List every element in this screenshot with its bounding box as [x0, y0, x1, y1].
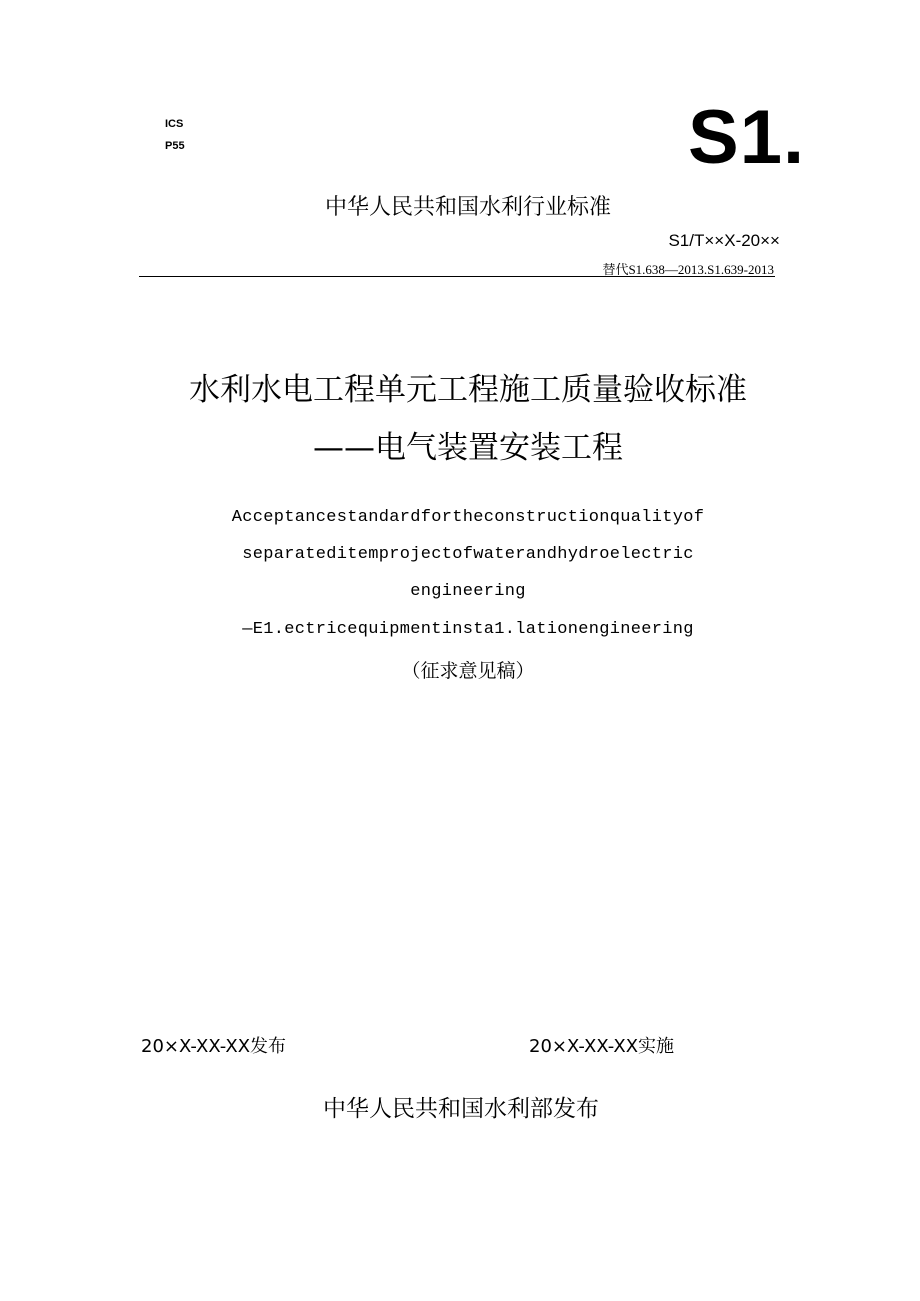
classification-code: P55 [165, 140, 185, 152]
standard-logo: S1. [688, 95, 806, 180]
english-title-line-4: —E1.ectricequipmentinsta1.lationengineering [242, 620, 694, 639]
english-title-line-1: Acceptancestandardfortheconstructionqualityof [231, 508, 705, 527]
replaces-note: 替代S1.638—2013.S1.639-2013 [602, 262, 774, 277]
document-title: 水利水电工程单元工程施工质量验收标准 [189, 372, 747, 408]
implementation-date: 20×X-XX-XX实施 [529, 1036, 675, 1057]
draft-note: （征求意见稿） [401, 660, 535, 682]
publisher: 中华人民共和国水利部发布 [323, 1096, 599, 1122]
issue-date: 20×X-XX-XX发布 [141, 1036, 287, 1057]
header-divider [139, 276, 775, 277]
ics-code: ICS [165, 118, 184, 130]
english-title-line-2: separateditemprojectofwaterandhydroelectric [242, 545, 694, 564]
english-title-line-3: engineering [410, 582, 526, 601]
industry-standard-heading: 中华人民共和国水利行业标准 [324, 195, 611, 220]
document-subtitle: ——电气装置安装工程 [313, 430, 623, 466]
standard-number: S1/T××X-20×× [668, 231, 780, 250]
